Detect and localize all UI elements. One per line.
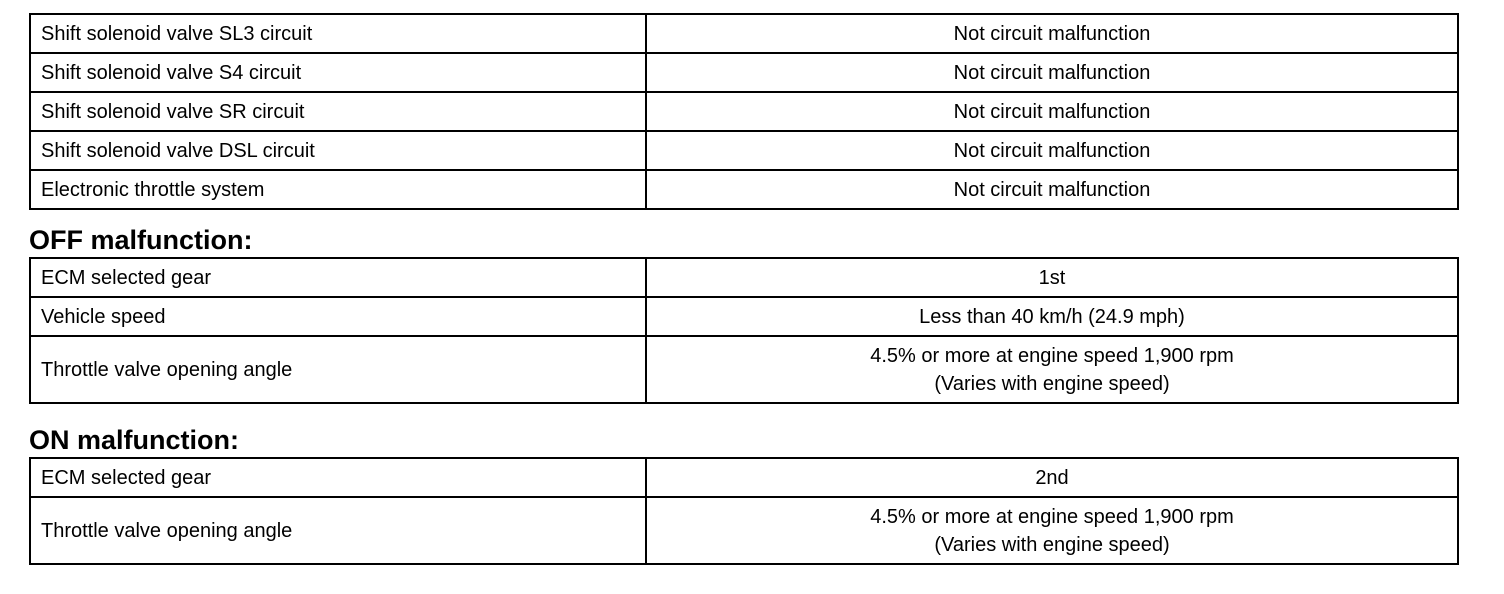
row-label: Shift solenoid valve SR circuit [30,92,646,131]
table-row [30,458,1458,497]
table-row [30,14,1458,53]
row-value: Not circuit malfunction [646,131,1458,170]
row-label: Shift solenoid valve SL3 circuit [30,14,646,53]
row-label: Shift solenoid valve S4 circuit [30,53,646,92]
row-value-line: 4.5% or more at engine speed 1,900 rpm [870,505,1234,528]
table-row [30,131,1458,170]
row-label: Throttle valve opening angle [30,336,646,403]
row-value-line: (Varies with engine speed) [934,533,1170,556]
row-value [646,497,1458,564]
row-value: Not circuit malfunction [646,14,1458,53]
row-label: ECM selected gear [30,458,646,497]
row-value-line: (Varies with engine speed) [934,372,1170,395]
row-value: 2nd [646,458,1458,497]
row-label: Electronic throttle system [30,170,646,209]
table-row [30,170,1458,209]
row-value: 1st [646,258,1458,297]
condition-table-on [29,457,1459,565]
condition-table-top [29,13,1459,210]
row-value: Not circuit malfunction [646,170,1458,209]
table-row [30,258,1458,297]
table-row [30,53,1458,92]
document-page [29,13,1459,565]
section-title-on-malfunction: ON malfunction: [29,425,239,455]
row-label: Shift solenoid valve DSL circuit [30,131,646,170]
row-value: Less than 40 km/h (24.9 mph) [646,297,1458,336]
row-value: Not circuit malfunction [646,92,1458,131]
row-value: Not circuit malfunction [646,53,1458,92]
condition-table-off [29,257,1459,404]
table-row [30,297,1458,336]
row-label: Throttle valve opening angle [30,497,646,564]
table-row [30,497,1458,564]
table-row [30,92,1458,131]
row-value-line: 4.5% or more at engine speed 1,900 rpm [870,344,1234,367]
row-label: ECM selected gear [30,258,646,297]
row-value [646,336,1458,403]
section-title-off-malfunction: OFF malfunction: [29,225,253,255]
row-label: Vehicle speed [30,297,646,336]
table-row [30,336,1458,403]
